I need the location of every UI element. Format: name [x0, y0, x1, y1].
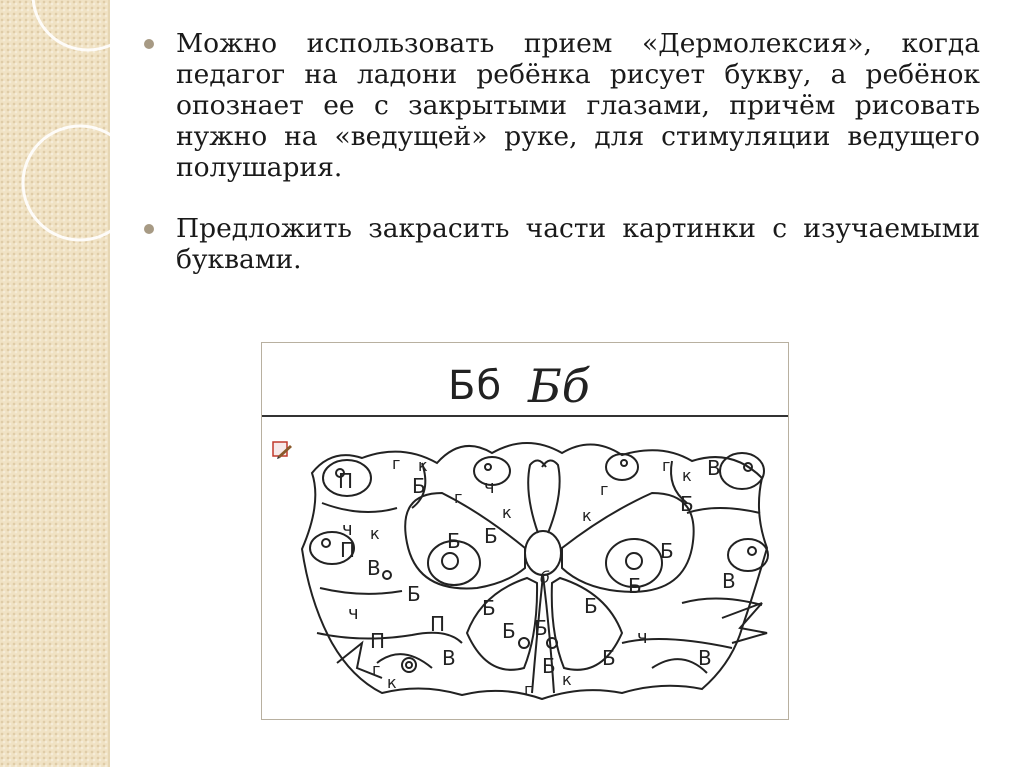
letter-label-ch: ч	[342, 519, 353, 540]
letter-label-b: Б	[680, 492, 694, 516]
letter-label-b: Б	[534, 616, 548, 640]
letter-label-p: П	[370, 629, 386, 653]
letter-label-k: к	[562, 670, 572, 689]
worksheet-script-letters: Бб	[528, 359, 590, 413]
letter-label-b: Б	[660, 539, 674, 563]
letter-label-b: Б	[542, 654, 556, 678]
letter-label-b: Б	[502, 619, 516, 643]
letter-label-b: Б	[602, 646, 616, 670]
letter-label-k: к	[418, 456, 428, 475]
letter-label-b-lower: б	[540, 568, 550, 587]
bullet-text: Предложить закрасить части картинки с изучаемыми буквами.	[176, 213, 980, 275]
coloring-worksheet-image	[261, 342, 789, 720]
letter-label-ch: ч	[484, 477, 495, 498]
letter-label-p: П	[340, 538, 356, 562]
letter-label-k: к	[682, 466, 692, 485]
letter-label-v: В	[722, 569, 736, 593]
letter-label-g: г	[392, 454, 401, 473]
worksheet-title: Бб	[448, 363, 503, 409]
letter-label-g: г	[454, 488, 463, 507]
letter-label-b: Б	[407, 582, 421, 606]
bullet-dermolexia	[140, 28, 980, 183]
letter-label-p: П	[430, 612, 446, 636]
letter-label-v: В	[442, 646, 456, 670]
letter-label-k: к	[502, 503, 512, 522]
bullet-coloring	[140, 213, 980, 275]
letter-label-k: к	[370, 524, 380, 543]
letter-label-ch: ч	[637, 627, 648, 648]
bullet-text: Можно использовать прием «Дермолексия», когда педагог на ладони ребёнка рисует букву, а ребёнок опознает ее с закрытыми глазами, причём рисовать нужно на «ведущей» руке, для стимуляции ведущего полушария.	[176, 28, 980, 183]
slide-content	[140, 28, 980, 275]
letter-label-k: к	[387, 673, 397, 692]
letter-label-v: В	[367, 556, 381, 580]
letter-label-b: Б	[447, 529, 461, 553]
letter-label-g: г	[600, 480, 609, 499]
letter-label-b: Б	[412, 474, 426, 498]
bullet-dot-icon	[144, 224, 154, 234]
letter-label-g: г	[662, 456, 671, 475]
letter-label-g: г	[372, 660, 381, 679]
letter-label-ch: ч	[348, 603, 359, 624]
letter-label-b: Б	[484, 524, 498, 548]
butterfly-coloring-picture	[262, 343, 788, 719]
letter-label-g: г	[524, 680, 533, 699]
decorative-circles	[0, 0, 112, 260]
letter-label-b: Б	[482, 596, 496, 620]
letter-label-p: П	[338, 469, 354, 493]
letter-label-b: Б	[584, 594, 598, 618]
letter-label-b: Б	[628, 574, 642, 598]
bullet-dot-icon	[144, 39, 154, 49]
letter-label-k: к	[582, 506, 592, 525]
letter-label-v: В	[707, 456, 721, 480]
letter-label-v: В	[698, 646, 712, 670]
